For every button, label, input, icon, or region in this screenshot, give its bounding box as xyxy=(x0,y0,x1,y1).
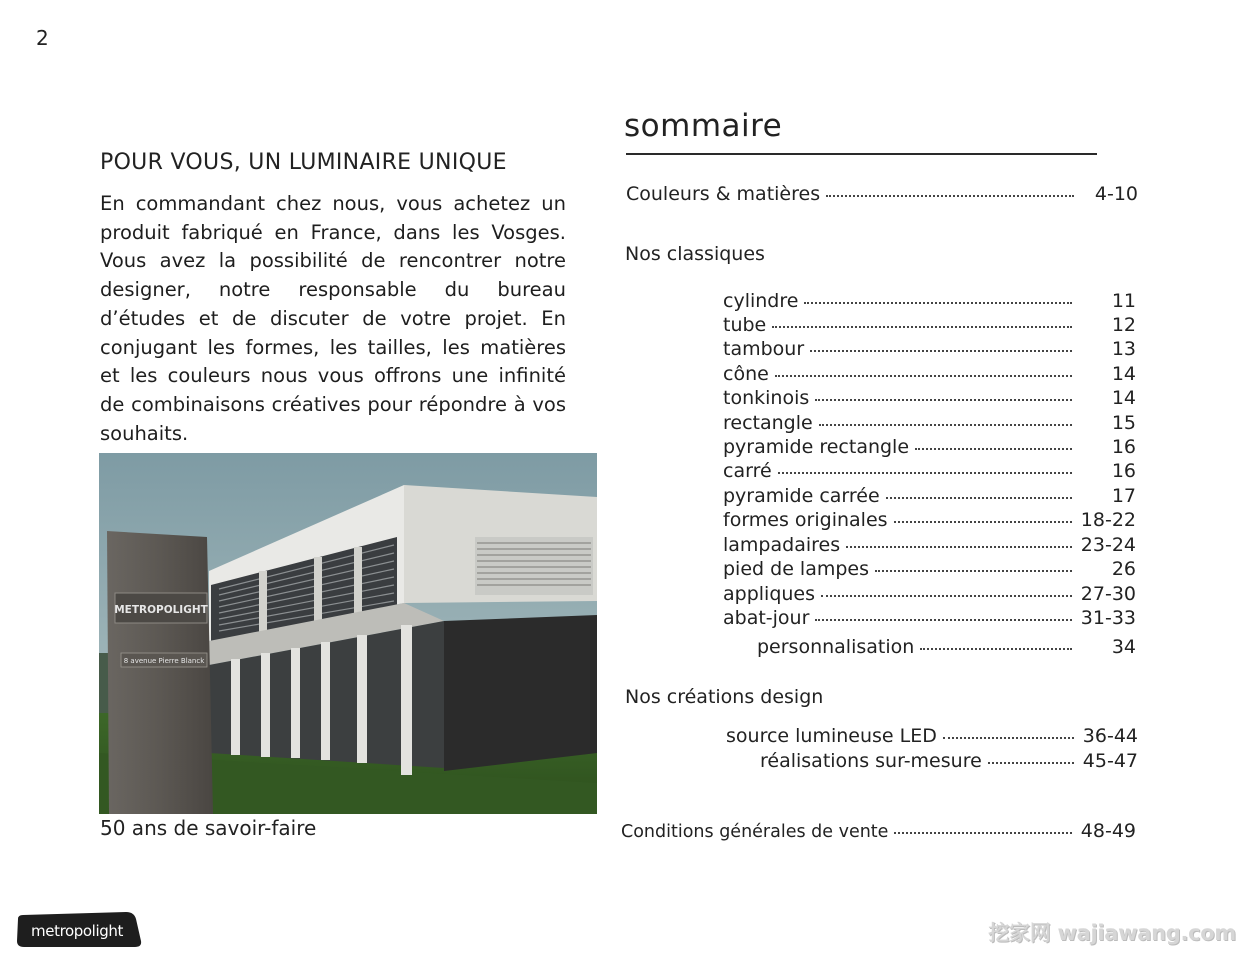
toc-entry xyxy=(723,607,1136,629)
toc-entry-label: Couleurs & matières xyxy=(626,183,821,205)
toc-entry xyxy=(760,750,1138,772)
toc-entry-label: carré xyxy=(723,460,772,482)
toc-entry xyxy=(723,314,1136,336)
toc-entry-page: 34 xyxy=(1111,636,1136,658)
dot-leader xyxy=(875,570,1072,572)
toc-entry xyxy=(723,387,1136,409)
page-number: 2 xyxy=(36,26,49,50)
toc-entry-page: 27-30 xyxy=(1080,583,1136,605)
section-heading: POUR VOUS, UN LUMINAIRE UNIQUE xyxy=(100,150,507,175)
toc-entry-page: 16 xyxy=(1111,436,1136,458)
toc-entry xyxy=(723,460,1136,482)
toc-entry-page: 14 xyxy=(1111,387,1136,409)
toc-entry xyxy=(723,558,1136,580)
toc-entry-label: tonkinois xyxy=(723,387,810,409)
dot-leader xyxy=(988,762,1074,764)
toc-entry xyxy=(723,534,1136,556)
toc-entry xyxy=(723,509,1136,531)
dot-leader xyxy=(810,350,1072,352)
toc-entry-label: tube xyxy=(723,314,767,336)
toc-entry-label: pyramide carrée xyxy=(723,485,880,507)
toc-entry-label: réalisations sur-mesure xyxy=(760,750,982,772)
sign-address-text: 8 avenue Pierre Blanck xyxy=(123,657,205,665)
sign-brand-text: METROPOLIGHT xyxy=(114,604,208,616)
toc-entry-page: 13 xyxy=(1111,338,1136,360)
toc-entry-couleurs xyxy=(626,183,1138,205)
dot-leader xyxy=(886,497,1072,499)
dot-leader xyxy=(819,424,1072,426)
toc-title: sommaire xyxy=(624,108,783,144)
toc-entry-page: 48-49 xyxy=(1080,820,1136,842)
dot-leader xyxy=(804,302,1072,304)
dot-leader xyxy=(778,472,1072,474)
dot-leader xyxy=(775,375,1072,377)
toc-entry xyxy=(723,363,1136,385)
photo-caption: 50 ans de savoir-faire xyxy=(100,816,317,840)
toc-entry-page: 16 xyxy=(1111,460,1136,482)
toc-entry-page: 15 xyxy=(1111,412,1136,434)
toc-entry-page: 14 xyxy=(1111,363,1136,385)
dot-leader xyxy=(815,399,1072,401)
toc-entry-page: 26 xyxy=(1111,558,1136,580)
toc-entry-label: pied de lampes xyxy=(723,558,869,580)
dot-leader xyxy=(915,448,1072,450)
toc-entry xyxy=(723,338,1136,360)
toc-entry-label: abat-jour xyxy=(723,607,810,629)
dot-leader xyxy=(815,619,1072,621)
dot-leader xyxy=(826,195,1074,197)
toc-entry-label: formes originales xyxy=(723,509,888,531)
toc-entry-label: appliques xyxy=(723,583,816,605)
toc-entry-page: 36-44 xyxy=(1082,725,1138,747)
toc-entry-label: pyramide rectangle xyxy=(723,436,910,458)
dot-leader xyxy=(821,595,1072,597)
toc-entry-label: personnalisation xyxy=(757,636,915,658)
toc-entry-page: 18-22 xyxy=(1080,509,1136,531)
dot-leader xyxy=(894,521,1072,523)
toc-section-creations: Nos créations design xyxy=(625,686,824,708)
dot-leader xyxy=(772,326,1072,328)
toc-entry-page: 17 xyxy=(1111,485,1136,507)
toc-entry-label: Conditions générales de vente xyxy=(621,822,889,842)
toc-entry xyxy=(723,290,1136,312)
toc-entry-page: 4-10 xyxy=(1094,183,1138,205)
toc-entry xyxy=(723,485,1136,507)
toc-entry-label: cône xyxy=(723,363,769,385)
toc-entry-label: cylindre xyxy=(723,290,799,312)
toc-entry-conditions xyxy=(621,820,1136,842)
toc-entry-label: source lumineuse LED xyxy=(726,725,937,747)
toc-entry xyxy=(723,436,1136,458)
toc-entry xyxy=(723,412,1136,434)
intro-paragraph: En commandant chez nous, vous achetez un produit fabriqué en France, dans les Vosges. Vous avez la possibilité de rencontrer notre designer, notre responsable du bureau d’études et de discuter de votre projet. En conjugant les formes, les tailles, les matières et les couleurs nous vous offrons une infinité de combinaisons créatives pour répondre à vos souhaits. xyxy=(100,192,566,445)
toc-entry-label: rectangle xyxy=(723,412,813,434)
toc-entry-page: 45-47 xyxy=(1082,750,1138,772)
toc-title-underline xyxy=(626,153,1097,155)
brand-logo xyxy=(14,911,142,949)
dot-leader xyxy=(894,832,1072,834)
dot-leader xyxy=(920,648,1072,650)
toc-entry-page: 11 xyxy=(1111,290,1136,312)
toc-entry xyxy=(726,725,1138,747)
toc-entry-page: 12 xyxy=(1111,314,1136,336)
logo-text: metropolight xyxy=(31,922,123,940)
building-photo xyxy=(99,453,597,814)
toc-entry xyxy=(723,583,1136,605)
toc-entry-label: lampadaires xyxy=(723,534,841,556)
dot-leader xyxy=(943,737,1074,739)
toc-entry-label: tambour xyxy=(723,338,805,360)
toc-entry-personnalisation xyxy=(757,636,1136,658)
toc-entry-page: 31-33 xyxy=(1080,607,1136,629)
toc-entry-page: 23-24 xyxy=(1080,534,1136,556)
watermark: 挖家网 wajiawang.com xyxy=(988,921,1236,945)
dot-leader xyxy=(846,546,1072,548)
toc-section-classiques: Nos classiques xyxy=(625,243,765,265)
